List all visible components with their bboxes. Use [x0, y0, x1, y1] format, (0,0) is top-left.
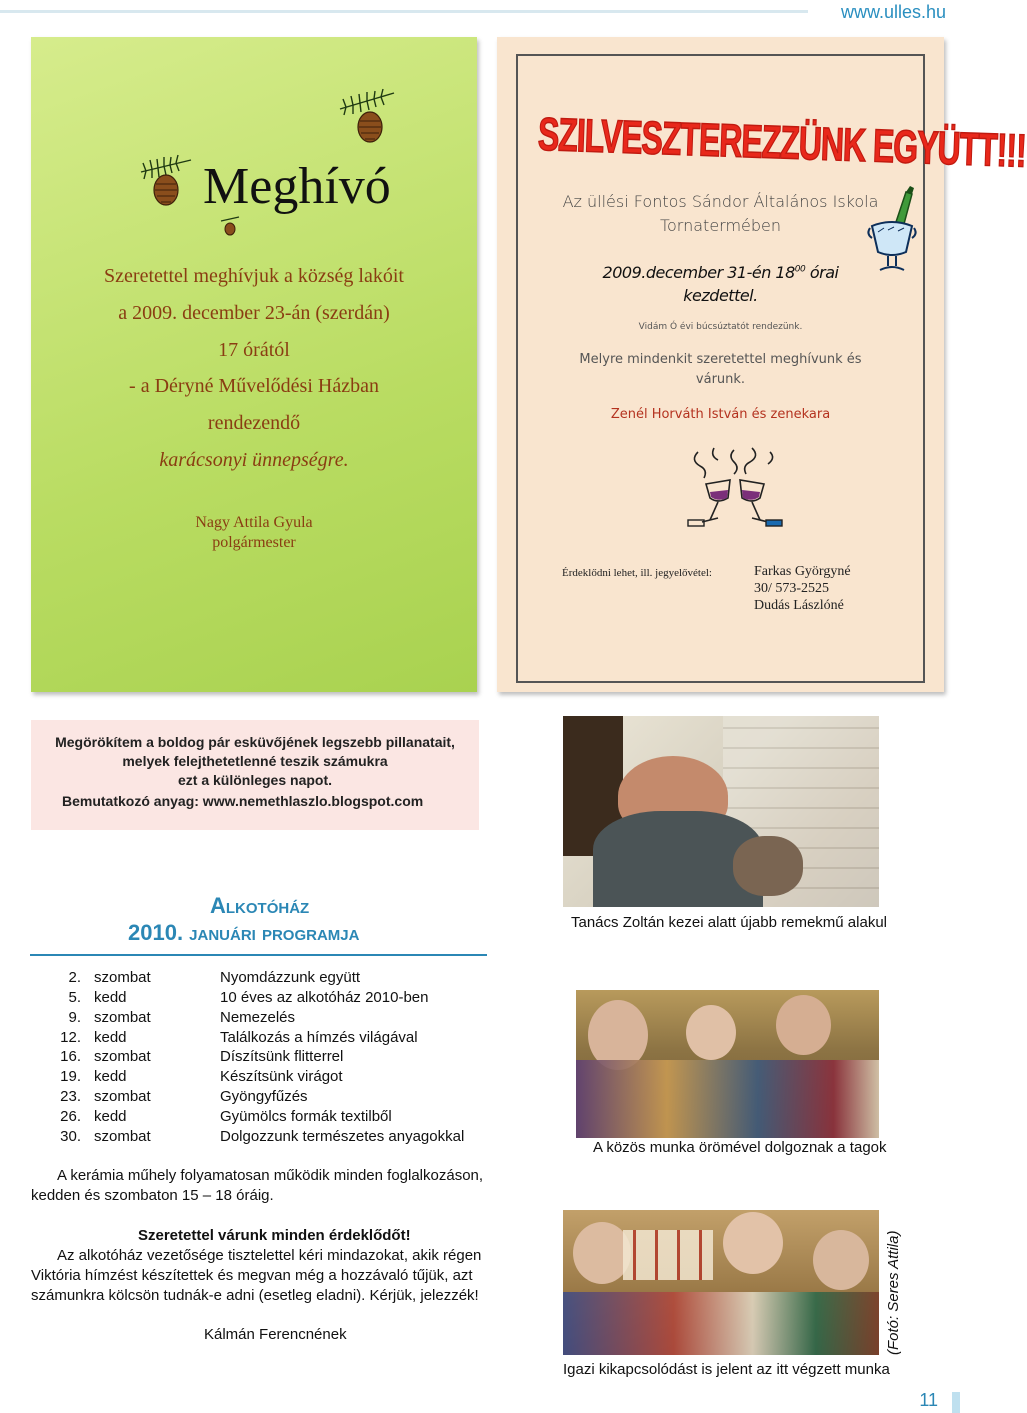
farewell-text: Vidám Ó évi búcsúztatót rendezünk.	[638, 322, 803, 332]
pine-branch-icon	[336, 87, 398, 147]
program-subtitle: 2010. januári programja	[128, 920, 360, 945]
contact-name: Farkas Györgyné	[754, 564, 851, 579]
invitation-line: Szeretettel meghívjuk a község lakóit	[104, 265, 404, 287]
invitation-line: a 2009. december 23-án (szerdán)	[118, 302, 390, 324]
program-item: 9. szombat Nemezelés	[68, 1009, 296, 1026]
program-item: 30. szombat Dolgozzunk természetes anyagokkal	[60, 1128, 465, 1145]
contact-phone: 30/ 573-2525	[754, 581, 830, 596]
photo-credit: (Fotó: Seres Attila)	[885, 1230, 902, 1355]
invitation-line: rendezendő	[207, 412, 301, 434]
advert-line: Megörökítem a boldog pár esküvőjének legszebb pillanatait,	[55, 734, 455, 750]
crafting-photo	[563, 1210, 879, 1355]
page-edge-bar	[952, 1392, 960, 1413]
header-rule	[0, 10, 808, 13]
advert-line: melyek felejthetetlenné teszik számukra	[122, 753, 388, 769]
program-item: 23. szombat Gyöngyfűzés	[60, 1088, 308, 1105]
signature-name: Nagy Attila Gyula	[195, 514, 313, 531]
workshop-note: kedden és szombaton 15 – 18 óráig.	[31, 1187, 274, 1204]
program-title: Alkotóház	[210, 893, 310, 918]
photographer-advert	[31, 720, 479, 830]
small-pine-cone-icon	[219, 215, 241, 237]
contact-name: Dudás Lászlóné	[754, 598, 844, 613]
invitation-line: - a Déryné Művelődési Házban	[129, 375, 379, 397]
invitation-line: 17 órától	[218, 339, 290, 361]
signature-title: polgármester	[212, 534, 296, 551]
christmas-invitation-card	[31, 37, 477, 692]
venue-line: Tornatermében	[659, 216, 782, 235]
handicraft-group-photo	[576, 990, 879, 1138]
pottery-photo	[563, 716, 879, 907]
card-border	[516, 54, 1027, 683]
program-item: 16. szombat Díszítsünk flitterrel	[60, 1048, 344, 1065]
contact-label: Érdeklődni lehet, ill. jegyelővétel:	[562, 567, 712, 579]
photo-caption: A közös munka örömével dolgoznak a tagok	[593, 1139, 887, 1156]
program-item: 26. kedd Gyümölcs formák textilből	[60, 1108, 392, 1125]
program-item: 2. szombat Nyomdázzunk együtt	[68, 969, 361, 986]
program-item: 5. kedd 10 éves az alkotóház 2010-ben	[68, 989, 429, 1006]
new-year-title: SZILVESZTEREZZÜNK EGYÜTT!!!	[537, 107, 1027, 177]
toasting-glasses-icon	[686, 444, 784, 534]
welcome-text: Szeretettel várunk minden érdeklődőt!	[138, 1227, 411, 1244]
venue-line: Az üllési Fontos Sándor Általános Iskola	[562, 192, 879, 211]
workshop-note: A kerámia műhely folyamatosan működik minden foglalkozáson,	[57, 1167, 484, 1184]
program-item: 19. kedd Készítsünk virágot	[60, 1068, 343, 1085]
advert-line: Bemutatkozó anyag: www.nemethlaszlo.blogspot.com	[62, 793, 424, 809]
invite-text: Melyre mindenkit szeretettel meghívunk és	[579, 352, 862, 367]
new-year-invitation-card	[497, 37, 1027, 692]
event-date-end: kezdettel.	[683, 286, 758, 305]
pine-branch-icon	[136, 152, 196, 210]
music-text: Zenél Horváth István és zenekara	[610, 407, 831, 422]
photo-caption: Tanács Zoltán kezei alatt újabb remekmű alakul	[571, 914, 887, 931]
invite-text: várunk.	[695, 372, 746, 387]
invitation-line: karácsonyi ünnepségre.	[159, 449, 349, 471]
event-date: 2009.december 31-én $18^{00}$ órai	[602, 263, 839, 282]
program-rule	[30, 954, 487, 956]
photo-caption: Igazi kikapcsolódást is jelent az itt végzett munka	[563, 1361, 890, 1378]
request-text: Az alkotóház vezetősége tisztelettel kéri mindazokat, akik régen	[57, 1247, 482, 1264]
request-text: számunkra kölcsön tudnák-e adni (esetleg eladni). Kérjük, jelezzék!	[31, 1287, 479, 1304]
site-url-link[interactable]: www.ulles.hu	[840, 2, 946, 22]
page-number: 11	[919, 1390, 938, 1410]
program-item: 12. kedd Találkozás a hímzés világával	[60, 1029, 418, 1046]
advert-line: ezt a különleges napot.	[177, 772, 333, 788]
request-text: Viktória hímzést készítettek és megvan még a hozzávaló tűjük, azt	[31, 1267, 473, 1284]
author-name: Kálmán Ferencnének	[204, 1326, 347, 1343]
invitation-title: Meghívó	[203, 158, 391, 215]
